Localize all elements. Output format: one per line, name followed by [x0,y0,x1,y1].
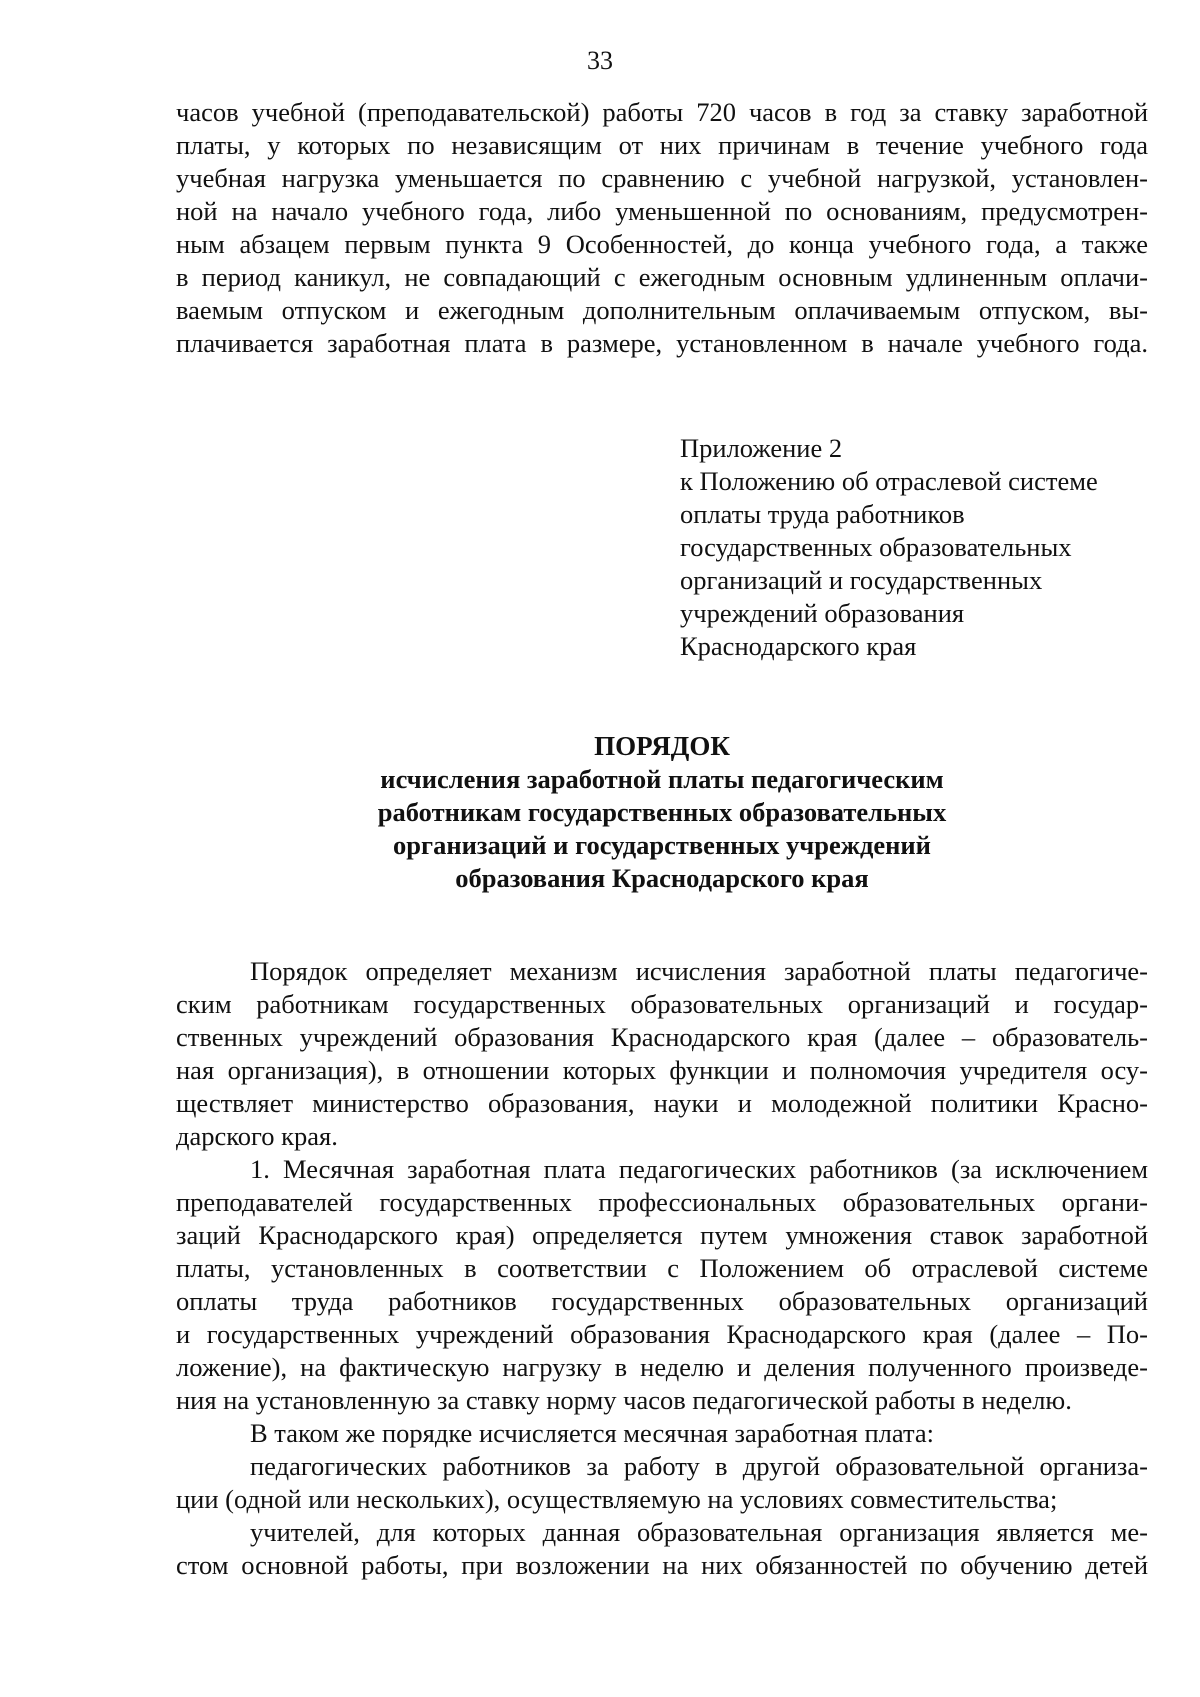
body-line: ществляет министерство образования, науки и молодежной политики Красно- [176,1088,1148,1118]
body-line: платы, установленных в соответствии с Положением об отраслевой системе [176,1253,1148,1283]
text-line: ным абзацем первым пункта 9 Особенностей, до конца учебного года, а также [176,229,1148,259]
document-title [176,730,1148,895]
body-line: 1. Месячная заработная плата педагогических работников (за исключением [250,1154,1148,1184]
body-line: заций Краснодарского края) определяется путем умножения ставок заработной [176,1220,1148,1250]
body-line: Порядок определяет механизм исчисления заработной платы педагогиче- [250,956,1148,986]
body-line: учителей, для которых данная образовательная организация является ме- [250,1517,1148,1547]
text-line: плачивается заработная плата в размере, установленном в начале учебного года. [176,328,1148,358]
body-line: ная организация), в отношении которых функции и полномочия учредителя осу- [176,1055,1148,1085]
body-line: ции (одной или нескольких), осуществляемую на условиях совместительства; [176,1484,1058,1514]
title-line: исчисления заработной платы педагогическим [380,764,944,794]
appendix-line: к Положению об отраслевой системе [680,466,1098,496]
body-line: ния на установленную за ставку норму часов педагогической работы в неделю. [176,1385,1072,1415]
text-line: учебная нагрузка уменьшается по сравнению с учебной нагрузкой, установлен- [176,163,1148,193]
title-main: ПОРЯДОК [594,731,730,761]
body-line: и государственных учреждений образования Краснодарского края (далее – По- [176,1319,1148,1349]
appendix-line: оплаты труда работников [680,499,965,529]
body-line: стом основной работы, при возложении на них обязанностей по обучению детей [176,1550,1148,1580]
body-line: оплаты труда работников государственных образовательных организаций [176,1286,1148,1316]
appendix-note [680,432,1150,663]
text-line: часов учебной (преподавательской) работы 720 часов в год за ставку заработной [176,97,1148,127]
body-line: В таком же порядке исчисляется месячная заработная плата: [250,1418,934,1448]
appendix-line: учреждений образования [680,598,965,628]
appendix-line: Приложение 2 [680,433,843,463]
appendix-line: Краснодарского края [680,631,917,661]
text-line: ной на начало учебного года, либо уменьшенной по основаниям, предусмотрен- [176,196,1148,226]
body-line: ским работникам государственных образовательных организаций и государ- [176,989,1148,1019]
body-line: преподавателей государственных профессиональных образовательных органи- [176,1187,1148,1217]
title-line: образования Краснодарского края [455,863,869,893]
title-line: работникам государственных образовательных [377,797,947,827]
text-line: платы, у которых по независящим от них причинам в течение учебного года [176,130,1148,160]
body-line: дарского края. [176,1121,338,1151]
body-line: педагогических работников за работу в другой образовательной организа- [250,1451,1148,1481]
body-line: ложение), на фактическую нагрузку в неделю и деления полученного произведе- [176,1352,1148,1382]
text-line: в период каникул, не совпадающий с ежегодным основным удлиненным оплачи- [176,262,1148,292]
body-line: ственных учреждений образования Краснодарского края (далее – образователь- [176,1022,1148,1052]
title-line: организаций и государственных учреждений [393,830,931,860]
body-text [176,955,1148,1582]
appendix-line: организаций и государственных [680,565,1043,595]
appendix-line: государственных образовательных [680,532,1072,562]
top-paragraph [176,96,1148,360]
text-line: ваемым отпуском и ежегодным дополнительным оплачиваемым отпуском, вы- [176,295,1148,325]
page-number: 33 [587,46,613,75]
